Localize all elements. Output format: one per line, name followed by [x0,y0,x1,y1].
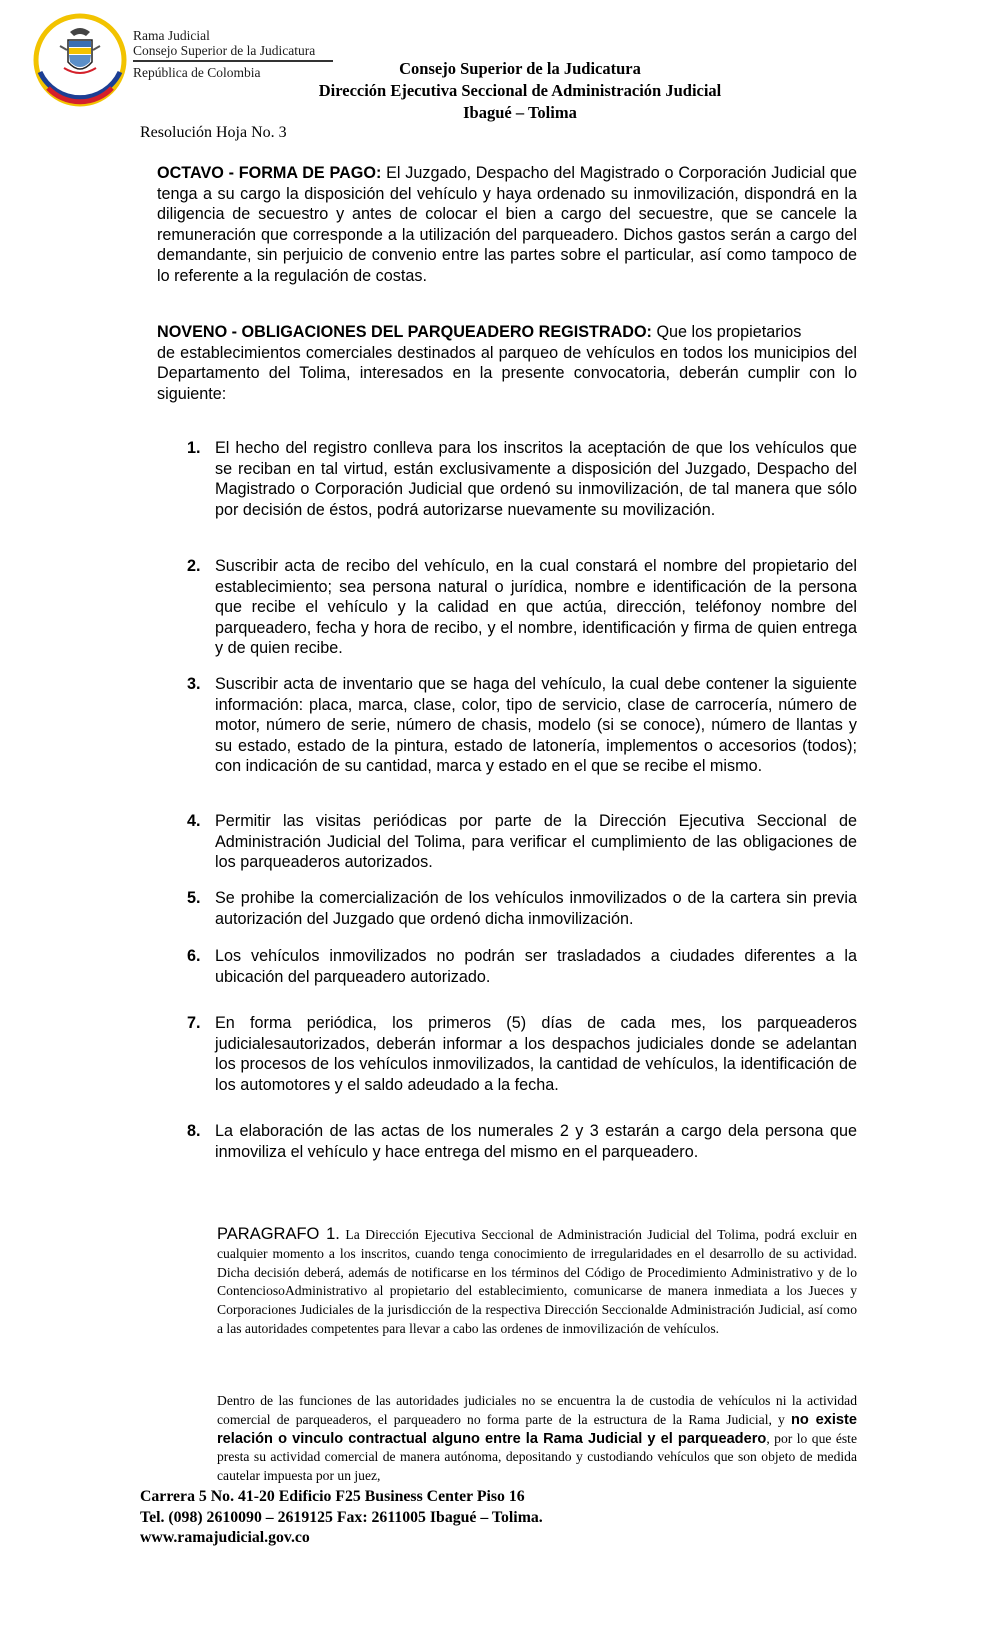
header-consejo: Consejo Superior de la Judicatura [399,59,641,78]
noveno-paragraph [157,322,857,404]
header-direccion: Dirección Ejecutiva Seccional de Administración Judicial [318,81,722,100]
header-ciudad: Ibagué – Tolima [463,103,577,122]
list-item-text: Se prohibe la comercialización de los vehículos inmovilizados o de la cartera sin previa autorización del Juzgado que ordenó dicha inmovilización. [215,889,857,928]
list-item-text: El hecho del registro conlleva para los inscritos la aceptación de que los vehículos que se reciban en tal virtud, están exclusivamente a disposición del Juzgado, Despacho del Magistrado o Corporación Judicial que ordenó su inmovilización, de tal manera que sólo por decisión de éstos, podrá autorizarse nuevamente su movilización. [215,439,857,519]
org-line-consejo: Consejo Superior de la Judicatura [133,43,316,58]
paragrafo-2-text-a: Dentro de las funciones de las autoridades judiciales no se encuentra la de custodia de vehículos ni la actividad comercial de parqueaderos, el parqueadero no forma parte de la estructura de la Rama Judicial, y [217,1393,857,1427]
list-item-text: En forma periódica, los primeros (5) días de cada mes, los parqueaderos judicialesautorizados, deberán informar a los despachos judiciales donde se adelantan los procesos de los vehículos inmovilizados, la cantidad de vehículos, la identificación de los automotores y el saldo adeudado a la fecha. [215,1014,857,1094]
footer-address-block [140,1487,543,1549]
coat-of-arms-logo [30,10,130,110]
header-block [220,58,820,124]
list-item-number: 2. [187,557,201,575]
noveno-heading: NOVENO - OBLIGACIONES DEL PARQUEADERO REGISTRADO: [157,323,652,341]
noveno-text-first: Que los propietarios [651,323,802,341]
org-line-rama: Rama Judicial [133,28,210,43]
noveno-text-rest: de establecimientos comerciales destinados al parqueo de vehículos en todos los municipios del Departamento del Tolima, interesados en la presente convocatoria, deberán cumplir con lo siguiente: [157,343,857,403]
paragrafo-title: PARAGRAFO 1. [217,1225,340,1243]
paragrafo-2-text-b: , por lo que éste presta su actividad comercial de manera autónoma, depositando y custodiando vehículos que son objeto de medida cautelar impuesta por un juez, [217,1430,857,1484]
list-item-number: 7. [187,1014,201,1032]
footer-website-link[interactable]: www.ramajudicial.gov.co [140,1529,310,1546]
footer-phones: Tel. (098) 2610090 – 2619125 Fax: 2611005 Ibagué – Tolima. [140,1508,543,1526]
octavo-paragraph [157,163,857,287]
list-item-text: Los vehículos inmovilizados no podrán ser trasladados a ciudades diferentes a la ubicación del parqueadero autorizado. [215,947,857,986]
paragrafo-2-bold: no existe relación o vinculo contractual alguno entre la Rama Judicial y el parqueadero [217,1411,858,1447]
list-item-number: 1. [187,439,201,457]
list-item-text: Suscribir acta de inventario que se haga del vehículo, la cual debe contener la siguiente información: placa, marca, clase, color, tipo de servicio, clase de carrocería, número de motor, número de serie, número de chasis, modelo (si se conoce), número de llantas y su estado, estado de la pintura, estado de latonería, implementos o accesorios (todos); con indicación de su cantidad, marca y estado en el que se recibe el mismo. [215,675,857,776]
octavo-heading: OCTAVO - FORMA DE PAGO: [157,164,382,182]
list-item-number: 3. [187,675,201,693]
list-item-number: 4. [187,812,201,830]
noveno-first-line [157,322,857,343]
list-item-number: 6. [187,947,201,965]
list-item-text: La elaboración de las actas de los numerales 2 y 3 estarán a cargo dela persona que inmoviliza el vehículo y hace entrega del mismo en el parqueadero. [215,1122,857,1161]
paragrafo-2 [217,1392,857,1486]
list-item-number: 8. [187,1122,201,1140]
page-reference: Resolución Hoja No. 3 [140,124,287,141]
list-item-number: 5. [187,889,201,907]
org-line-republica: República de Colombia [133,65,261,80]
paragrafo-text: La Dirección Ejecutiva Seccional de Administración Judicial del Tolima, podrá excluir en cualquier momento a los inscritos, cuando tenga conocimiento de irregularidades en el desarrollo de su actividad. Dicha decisión deberá, además de notificarse en los términos del Código de Procedimiento Administrativo y de lo ContenciosoAdministrativo al propietario del establecimiento, comunicarse de manera inmediata a los Jueces y Corporaciones Judiciales de la jurisdicción de la respectiva Dirección Seccionalde Administración Judicial, así como a las autoridades competentes para llevar a cabo las ordenes de inmovilización de vehículos. [217,1227,857,1336]
paragrafo-1 [217,1225,857,1339]
list-item-text: Suscribir acta de recibo del vehículo, en la cual constará el nombre del propietario del establecimiento; sea persona natural o jurídica, nombre e identificación de la persona que recibe el vehículo y la calidad en que actúa, dirección, teléfonoy nombre del parqueadero, fecha y hora de recibo, y el nombre, identificación y firma de quien entrega y de quien recibe. [215,557,857,658]
footer-address: Carrera 5 No. 41-20 Edificio F25 Business Center Piso 16 [140,1488,525,1505]
list-item-text: Permitir las visitas periódicas por parte de la Dirección Ejecutiva Seccional de Administración Judicial del Tolima, para verificar el cumplimiento de las obligaciones de los parqueaderos autorizados. [215,812,857,872]
octavo-text: El Juzgado, Despacho del Magistrado o Corporación Judicial que tenga a su cargo la disposición del vehículo y haya ordenado su inmovilización, dispondrá en la diligencia de secuestro y antes de colocar el bien a cargo del secuestre, que se cancele la remuneración que corresponde a la utilización del parqueadero. Dichos gastos serán a cargo del demandante, sin perjuicio de convenio entre las partes sobre el particular, así como tampoco de lo referente a la regulación de costas. [157,164,858,285]
